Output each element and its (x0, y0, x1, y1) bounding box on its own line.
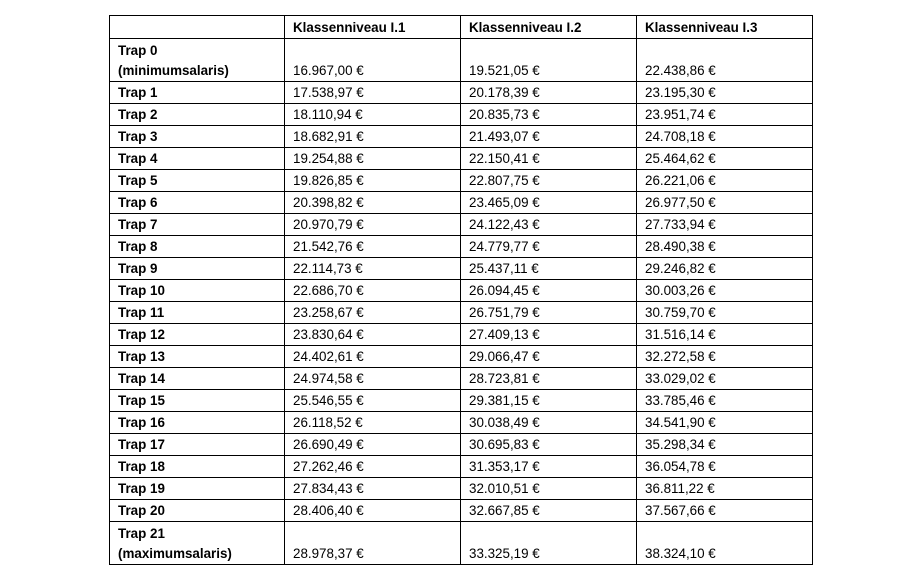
header-cell-level-3: Klassenniveau I.3 (637, 16, 813, 39)
salary-cell-level-2: 30.695,83 € (461, 434, 637, 456)
row-label: Trap 13 (118, 349, 165, 364)
salary-cell-level-2: 32.667,85 € (461, 500, 637, 522)
salary-cell-level-3: 34.541,90 € (637, 412, 813, 434)
row-label: Trap 19 (118, 481, 165, 496)
row-label-cell (110, 456, 285, 478)
row-label: Trap 7 (118, 217, 158, 232)
table-row (110, 412, 813, 434)
salary-cell-level-3: 23.951,74 € (637, 104, 813, 126)
salary-cell-level-2: 33.325,19 € (461, 522, 637, 565)
salary-cell-level-1: 16.967,00 € (285, 39, 461, 82)
row-label: Trap 5 (118, 173, 158, 188)
row-label-cell (110, 390, 285, 412)
salary-cell-level-3: 26.977,50 € (637, 192, 813, 214)
salary-cell-level-1: 23.830,64 € (285, 324, 461, 346)
table-row (110, 39, 813, 82)
row-label-cell (110, 500, 285, 522)
salary-cell-level-3: 36.054,78 € (637, 456, 813, 478)
row-label-cell (110, 522, 285, 565)
table-row (110, 192, 813, 214)
row-label: Trap 8 (118, 239, 158, 254)
table-row (110, 126, 813, 148)
salary-cell-level-3: 38.324,10 € (637, 522, 813, 565)
row-label: Trap 18 (118, 459, 165, 474)
table-row (110, 478, 813, 500)
salary-cell-level-3: 35.298,34 € (637, 434, 813, 456)
table-row (110, 324, 813, 346)
salary-cell-level-1: 21.542,76 € (285, 236, 461, 258)
table-row (110, 368, 813, 390)
salary-cell-level-3: 36.811,22 € (637, 478, 813, 500)
row-label-cell (110, 236, 285, 258)
row-label-cell (110, 170, 285, 192)
row-label-cell (110, 104, 285, 126)
header-cell-corner (110, 16, 285, 39)
header-row (110, 16, 813, 39)
table-row (110, 390, 813, 412)
row-label-cell (110, 302, 285, 324)
salary-cell-level-3: 30.759,70 € (637, 302, 813, 324)
header-cell-level-1: Klassenniveau I.1 (285, 16, 461, 39)
table-row (110, 434, 813, 456)
salary-cell-level-1: 28.978,37 € (285, 522, 461, 565)
table-row (110, 104, 813, 126)
salary-cell-level-1: 28.406,40 € (285, 500, 461, 522)
salary-cell-level-2: 29.066,47 € (461, 346, 637, 368)
salary-cell-level-3: 29.246,82 € (637, 258, 813, 280)
salary-cell-level-1: 24.974,58 € (285, 368, 461, 390)
salary-cell-level-1: 20.398,82 € (285, 192, 461, 214)
salary-cell-level-3: 25.464,62 € (637, 148, 813, 170)
salary-cell-level-2: 24.122,43 € (461, 214, 637, 236)
salary-table (109, 15, 813, 565)
salary-cell-level-3: 30.003,26 € (637, 280, 813, 302)
row-label-cell (110, 478, 285, 500)
row-label-cell (110, 346, 285, 368)
salary-cell-level-1: 22.686,70 € (285, 280, 461, 302)
table-row (110, 258, 813, 280)
salary-cell-level-2: 29.381,15 € (461, 390, 637, 412)
salary-cell-level-2: 24.779,77 € (461, 236, 637, 258)
salary-cell-level-2: 20.835,73 € (461, 104, 637, 126)
salary-cell-level-1: 22.114,73 € (285, 258, 461, 280)
salary-cell-level-3: 33.029,02 € (637, 368, 813, 390)
row-label: Trap 21 (118, 526, 165, 541)
salary-cell-level-1: 18.110,94 € (285, 104, 461, 126)
salary-cell-level-3: 32.272,58 € (637, 346, 813, 368)
salary-cell-level-1: 26.118,52 € (285, 412, 461, 434)
row-label: Trap 0 (118, 43, 158, 58)
table-row (110, 280, 813, 302)
salary-cell-level-1: 23.258,67 € (285, 302, 461, 324)
row-label-cell (110, 192, 285, 214)
salary-cell-level-3: 28.490,38 € (637, 236, 813, 258)
salary-cell-level-1: 27.262,46 € (285, 456, 461, 478)
row-label: Trap 1 (118, 85, 158, 100)
salary-cell-level-3: 26.221,06 € (637, 170, 813, 192)
row-label: Trap 14 (118, 371, 165, 386)
row-label-cell (110, 368, 285, 390)
table-row (110, 214, 813, 236)
table-row (110, 170, 813, 192)
row-label-cell (110, 126, 285, 148)
row-label-cell (110, 214, 285, 236)
row-label-cell (110, 324, 285, 346)
salary-cell-level-2: 28.723,81 € (461, 368, 637, 390)
row-label: Trap 16 (118, 415, 165, 430)
salary-cell-level-2: 30.038,49 € (461, 412, 637, 434)
table-row (110, 346, 813, 368)
row-label: Trap 17 (118, 437, 165, 452)
salary-cell-level-1: 18.682,91 € (285, 126, 461, 148)
row-label-cell (110, 280, 285, 302)
salary-cell-level-3: 37.567,66 € (637, 500, 813, 522)
salary-cell-level-1: 24.402,61 € (285, 346, 461, 368)
table-row (110, 82, 813, 104)
salary-cell-level-2: 22.150,41 € (461, 148, 637, 170)
row-label-cell (110, 148, 285, 170)
row-label-cell (110, 434, 285, 456)
salary-cell-level-1: 25.546,55 € (285, 390, 461, 412)
row-label: Trap 20 (118, 503, 165, 518)
salary-cell-level-1: 26.690,49 € (285, 434, 461, 456)
row-label-cell (110, 258, 285, 280)
salary-cell-level-1: 17.538,97 € (285, 82, 461, 104)
row-label: Trap 11 (118, 305, 165, 320)
salary-cell-level-2: 22.807,75 € (461, 170, 637, 192)
salary-cell-level-3: 24.708,18 € (637, 126, 813, 148)
row-label: Trap 6 (118, 195, 158, 210)
salary-cell-level-1: 19.826,85 € (285, 170, 461, 192)
salary-cell-level-2: 26.751,79 € (461, 302, 637, 324)
row-label-cell (110, 412, 285, 434)
salary-cell-level-2: 19.521,05 € (461, 39, 637, 82)
salary-cell-level-2: 21.493,07 € (461, 126, 637, 148)
salary-cell-level-3: 31.516,14 € (637, 324, 813, 346)
salary-cell-level-3: 23.195,30 € (637, 82, 813, 104)
row-label-cell (110, 82, 285, 104)
row-label: Trap 4 (118, 151, 158, 166)
salary-cell-level-1: 20.970,79 € (285, 214, 461, 236)
salary-cell-level-2: 27.409,13 € (461, 324, 637, 346)
table-row (110, 302, 813, 324)
salary-cell-level-2: 20.178,39 € (461, 82, 637, 104)
row-sublabel: (maximumsalaris) (118, 546, 232, 561)
salary-cell-level-3: 33.785,46 € (637, 390, 813, 412)
table-row (110, 522, 813, 565)
row-label: Trap 10 (118, 283, 165, 298)
salary-cell-level-2: 32.010,51 € (461, 478, 637, 500)
salary-cell-level-3: 22.438,86 € (637, 39, 813, 82)
table-row (110, 500, 813, 522)
salary-cell-level-2: 25.437,11 € (461, 258, 637, 280)
salary-cell-level-2: 23.465,09 € (461, 192, 637, 214)
row-label: Trap 12 (118, 327, 165, 342)
header-cell-level-2: Klassenniveau I.2 (461, 16, 637, 39)
row-label: Trap 3 (118, 129, 158, 144)
salary-cell-level-2: 31.353,17 € (461, 456, 637, 478)
table-row (110, 456, 813, 478)
salary-cell-level-1: 19.254,88 € (285, 148, 461, 170)
row-label-cell (110, 39, 285, 82)
salary-cell-level-1: 27.834,43 € (285, 478, 461, 500)
table-row (110, 236, 813, 258)
salary-cell-level-2: 26.094,45 € (461, 280, 637, 302)
row-label: Trap 15 (118, 393, 165, 408)
row-label: Trap 9 (118, 261, 158, 276)
row-label: Trap 2 (118, 107, 158, 122)
salary-cell-level-3: 27.733,94 € (637, 214, 813, 236)
table-row (110, 148, 813, 170)
row-sublabel: (minimumsalaris) (118, 63, 229, 78)
table-body (110, 39, 813, 565)
